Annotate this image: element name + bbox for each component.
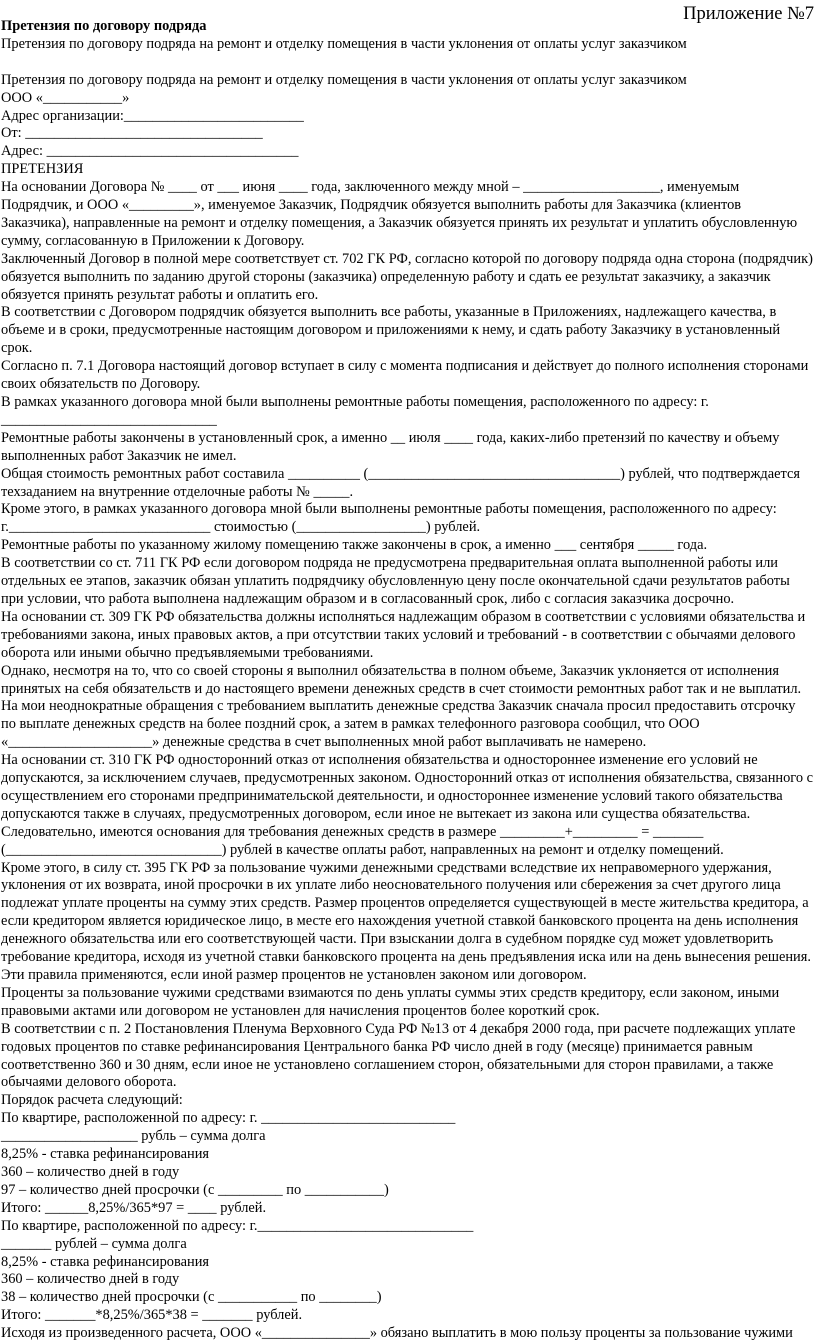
paragraph: 97 – количество дней просрочки (с _________ по ___________)	[1, 1181, 389, 1198]
paragraph: В соответствии с п. 2 Постановления Пленума Верховного Суда РФ №13 от 4 декабря 2000 года, при расчете подлежащих уплате годовых процентов по ставке рефинансирования Центрального банка РФ число дней в году (месяце) принимается равным соответственно 360 и 30 дням, если иное не установлено соглашением сторон, обязательными для сторон правилами, а также обычаями делового оборота.	[1, 1020, 796, 1091]
paragraph: ПРЕТЕНЗИЯ	[1, 161, 84, 178]
paragraph: Порядок расчета следующий:	[1, 1092, 183, 1109]
paragraph: Однако, несмотря на то, что со своей стороны я выполнил обязательства в полном объеме, Заказчик уклоняется от исполнения принятых на себя обязательств и до настоящего времени денежных средств в счет стоимости ремонтных работ так и не выплатил.	[1, 662, 802, 697]
paragraph: В соответствии со ст. 711 ГК РФ если договором подряда не предусмотрена предварительная оплата выполненной работы или отдельных ее этапов, заказчик обязан уплатить подрядчику обусловленную цену после окончательной сдачи результатов работы при условии, что работа выполнена надлежащим образом и в согласованный срок, либо с согласия заказчика досрочно.	[1, 555, 790, 607]
paragraph: Кроме этого, в силу ст. 395 ГК РФ за пользование чужими денежными средствами вследствие их неправомерного удержания, уклонения от их возврата, иной просрочки в их уплате либо неосновательного получения или сбережения за счет другого лица подлежат уплате проценты на сумму этих средств. Размер процентов определяется существующей в месте жительства кредитора, а если кредитором является юридическое лицо, в месте его нахождения учетной ставкой банковского процента на день исполнения денежного обязательства или его соответствующей части. При взыскании долга в судебном порядке суд может удовлетворить требование кредитора, исходя из учетной ставки банковского процента на день предъявления иска или на день вынесения решения. Эти правила применяются, если иной размер процентов не установлен законом или договором.	[1, 859, 811, 984]
appendix-number: Приложение №7	[683, 4, 814, 24]
paragraph: Проценты за пользование чужими средствами взимаются по день уплаты суммы этих средств кредитору, если законом, иными правовыми актами или договором не установлен для начисления процентов более короткий срок.	[1, 984, 780, 1019]
paragraph: По квартире, расположенной по адресу: г. ___________________________	[1, 1110, 456, 1127]
paragraph: ООО «___________»	[1, 89, 130, 106]
paragraph: ___________________ рубль – сумма долга	[1, 1128, 266, 1145]
paragraph: 360 – количество дней в году	[1, 1271, 180, 1288]
document-body	[1, 18, 813, 1343]
paragraph: 360 – количество дней в году	[1, 1163, 180, 1180]
document-title: Претензия по договору подряда	[1, 18, 207, 34]
blank-line	[1, 54, 813, 72]
paragraph: На мои неоднократные обращения с требованием выплатить денежные средства Заказчик сначала просил предоставить отсрочку по выплате денежных средств на более поздний срок, а затем в рамках телефонного разговора сообщил, что ООО «____________________» денежные средства в счет выполненных мной работ выплачивать не намерено.	[1, 698, 796, 751]
paragraph: 8,25% - ставка рефинансирования	[1, 1146, 210, 1163]
paragraph: Заключенный Договор в полной мере соответствует ст. 702 ГК РФ, согласно которой по договору подряда одна сторона (подрядчик) обязуется выполнить по заданию другой стороны (заказчика) определенную работу и сдать ее результат заказчику, а заказчик обязуется принять результат работы и оплатить его.	[1, 250, 813, 303]
paragraph: Следовательно, имеются основания для требования денежных средств в размере _________+_________ = _______ (______________________________) рублей в качестве оплаты работ, направленных на ремонт и отделку помещений.	[1, 823, 724, 858]
paragraph: Ремонтные работы по указанному жилому помещению также закончены в срок, а именно ___ сентября _____ года.	[1, 537, 708, 554]
paragraph: _______ рублей – сумма долга	[1, 1235, 187, 1252]
paragraph: По квартире, расположенной по адресу: г.______________________________	[1, 1217, 474, 1234]
paragraph: На основании Договора № ____ от ___ июня ____ года, заключенного между мной – ___________________, именуемым Подрядчик, и ООО «_________», именуемое Заказчик, Подрядчик обязуется выполнить работы для Заказчика (клиентов Заказчика), направленные на ремонт и отделку помещения, а Заказчик обязуется принять их результат и уплатить обусловленную сумму, согласованную в Приложении к Договору.	[1, 179, 798, 249]
paragraph: В рамках указанного договора мной были выполнены ремонтные работы помещения, расположенного по адресу: г. ______________________________	[1, 394, 709, 428]
paragraph: Претензия по договору подряда на ремонт и отделку помещения в части уклонения от оплаты услуг заказчиком	[1, 71, 687, 88]
paragraph: На основании ст. 310 ГК РФ односторонний отказ от исполнения обязательства и одностороннее изменение его условий не допускаются, за исключением случаев, предусмотренных законом. Односторонний отказ от исполнения обязательства, связанного с осуществлением его сторонами предпринимательской деятельности, и одностороннее изменение условий такого обязательства допускаются также в случаях, предусмотренных договором, если иное не вытекает из закона или существа обязательства.	[1, 752, 814, 822]
paragraph: Претензия по договору подряда на ремонт и отделку помещения в части уклонения от оплаты услуг заказчиком	[1, 35, 687, 52]
paragraph-list	[1, 36, 813, 1343]
paragraph: Адрес организации:_________________________	[1, 107, 304, 124]
paragraph: От: _________________________________	[1, 125, 263, 142]
paragraph: Кроме этого, в рамках указанного договора мной были выполнены ремонтные работы помещения, расположенного по адресу: г.____________________________ стоимостью (__________________) рублей.	[1, 501, 777, 536]
paragraph: Ремонтные работы закончены в установленный срок, а именно __ июля ____ года, каких-либо претензий по качеству и объему выполненных работ Заказчик не имел.	[1, 429, 780, 464]
paragraph: Итого: _______*8,25%/365*38 = _______ рублей.	[1, 1307, 303, 1324]
paragraph: В соответствии с Договором подрядчик обязуется выполнить все работы, указанные в Приложениях, надлежащего качества, в объеме и в сроки, предусмотренные настоящим договором и приложениями к нему, и сдать работу Заказчику в установленный срок.	[1, 304, 781, 357]
paragraph: 38 – количество дней просрочки (с ___________ по ________)	[1, 1289, 382, 1306]
paragraph: Итого: ______8,25%/365*97 = ____ рублей.	[1, 1199, 267, 1216]
paragraph: Адрес: ___________________________________	[1, 143, 299, 160]
paragraph: Исходя из произведенного расчета, ООО «_______________» обязано выплатить в мою пользу проценты за пользование чужими	[1, 1325, 793, 1342]
paragraph: 8,25% - ставка рефинансирования	[1, 1253, 210, 1270]
paragraph: Согласно п. 7.1 Договора настоящий договор вступает в силу с момента подписания и действует до полного исполнения сторонами своих обязательств по Договору.	[1, 358, 809, 393]
paragraph: На основании ст. 309 ГК РФ обязательства должны исполняться надлежащим образом в соответствии с условиями обязательства и требованиями закона, иных правовых актов, а при отсутствии таких условий и требований - в соответствии с обычаями делового оборота или иными обычно предъявляемыми требованиями.	[1, 608, 806, 661]
paragraph: Общая стоимость ремонтных работ составила __________ (___________________________________) рублей, что подтверждается техзаданием на внутренние отделочные работы № _____.	[1, 465, 800, 500]
